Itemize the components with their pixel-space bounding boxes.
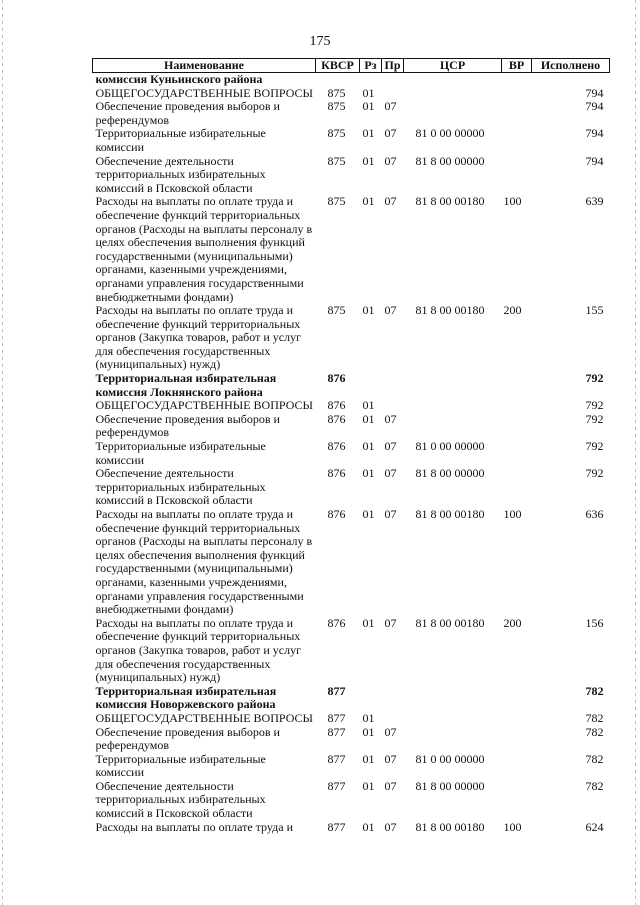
cell-rz: [360, 372, 382, 399]
table-row: [93, 155, 610, 196]
table-body: [93, 73, 610, 835]
cell-name: Расходы на выплаты по оплате труда и обеспечение функций территориальных органов (Расходы на выплаты персоналу в целях обеспечения выполнения функций государственными (муниципальными) органами, казенными учреждениями, органами управления государственными внебюджетными фондами): [95, 507, 313, 617]
cell-pr: 07: [384, 751, 397, 766]
cell-executed: 792: [585, 439, 604, 454]
cell-kvsr: 875: [327, 194, 346, 209]
cell-kvsr: 876: [327, 439, 346, 454]
cell-rz: 01: [362, 194, 375, 209]
column-header-executed: Исполнено: [532, 59, 610, 73]
cell-kvsr: 877: [327, 683, 346, 698]
cell-pr: 07: [384, 126, 397, 141]
cell-executed: 639: [585, 194, 604, 209]
cell-csr: 81 8 00 00180: [415, 507, 485, 521]
table-header-row: [93, 59, 610, 73]
cell-vr: [502, 753, 532, 780]
cell-kvsr: 876: [327, 507, 346, 521]
table-row: [93, 712, 610, 726]
cell-name: Территориальные избирательные комиссии: [95, 751, 266, 780]
cell-vr: [502, 726, 532, 753]
cell-csr: [404, 413, 502, 440]
cell-rz: 01: [362, 439, 375, 454]
cell-vr: [502, 87, 532, 101]
cell-executed: 155: [585, 303, 604, 318]
cell-csr: 81 0 00 00000: [415, 751, 485, 766]
column-header-vr: ВР: [502, 59, 532, 73]
table-row: [93, 685, 610, 712]
cell-vr: [502, 712, 532, 726]
cell-name: Расходы на выплаты по оплате труда и обеспечение функций территориальных органов (Расходы на выплаты персоналу в целях обеспечения выполнения функций государственными (муниципальными) органами, казенными учреждениями, органами управления государственными внебюджетными фондами): [95, 194, 313, 304]
cell-kvsr: 876: [327, 371, 346, 386]
cell-vr: [502, 780, 532, 821]
cell-kvsr: 875: [327, 153, 346, 168]
cell-name: ОБЩЕГОСУДАРСТВЕННЫЕ ВОПРОСЫ: [95, 710, 313, 725]
cell-kvsr: 877: [327, 778, 346, 793]
cell-rz: 01: [362, 615, 375, 630]
cell-pr: 07: [384, 507, 397, 521]
cell-csr: 81 0 00 00000: [415, 126, 485, 141]
cell-csr: [404, 726, 502, 753]
cell-name: Территориальные избирательные комиссии: [95, 439, 266, 467]
cell-vr: 200: [503, 303, 522, 318]
cell-name: Обеспечение деятельности территориальных избирательных комиссий в Псковской области: [95, 778, 266, 821]
cell-name: Обеспечение деятельности территориальных избирательных комиссий в Псковской области: [95, 466, 266, 508]
cell-csr: 81 8 00 00000: [415, 778, 485, 793]
cell-csr: [404, 73, 502, 87]
cell-csr: 81 8 00 00180: [415, 194, 485, 209]
table-row: [93, 440, 610, 467]
column-header-rz: Рз: [360, 59, 382, 73]
cell-pr: 07: [384, 194, 397, 209]
cell-rz: [360, 73, 382, 87]
cell-executed: 782: [585, 683, 604, 698]
cell-pr: 07: [384, 303, 397, 318]
cell-csr: [404, 399, 502, 413]
cell-pr: [382, 87, 404, 101]
cell-executed: 156: [585, 615, 604, 630]
cell-name: Обеспечение проведения выборов и референдумов: [95, 99, 280, 127]
cell-rz: 01: [362, 819, 375, 834]
table-row: [93, 372, 610, 399]
table-row: [93, 821, 610, 835]
cell-name: Обеспечение проведения выборов и референдумов: [95, 724, 280, 753]
cell-csr: 81 0 00 00000: [415, 439, 485, 454]
cell-pr: 07: [384, 466, 397, 481]
cell-executed: 782: [585, 778, 604, 793]
cell-pr: [382, 399, 404, 413]
cell-vr: [502, 467, 532, 508]
cell-csr: [404, 372, 502, 399]
cell-vr: [502, 685, 532, 712]
cell-vr: [502, 73, 532, 87]
cell-pr: 07: [384, 99, 397, 114]
cell-pr: 07: [384, 724, 397, 739]
cell-rz: 01: [362, 778, 375, 793]
cell-pr: [382, 372, 404, 399]
cell-name: ОБЩЕГОСУДАРСТВЕННЫЕ ВОПРОСЫ: [95, 85, 313, 100]
cell-pr: 07: [384, 615, 397, 630]
cell-csr: 81 8 00 00180: [415, 615, 485, 630]
table-row: [93, 780, 610, 821]
cell-executed: [532, 73, 610, 87]
cell-executed: 782: [585, 724, 604, 739]
cell-vr: [502, 413, 532, 440]
cell-pr: 07: [384, 819, 397, 834]
cell-executed: 794: [585, 99, 604, 114]
table-row: [93, 508, 610, 617]
cell-executed: 792: [585, 411, 604, 426]
cell-rz: 01: [362, 85, 375, 100]
cell-kvsr: 876: [327, 411, 346, 426]
cell-pr: 07: [384, 778, 397, 793]
cell-executed: 794: [585, 85, 604, 100]
cell-rz: 01: [362, 411, 375, 426]
cell-name: Обеспечение деятельности территориальных избирательных комиссий в Псковской области: [95, 153, 266, 195]
cell-kvsr: 875: [327, 126, 346, 141]
column-header-name: Наименование: [93, 59, 316, 73]
cell-executed: 782: [585, 710, 604, 725]
cell-name: Территориальная избирательная комиссия Новоржевского района: [95, 683, 277, 712]
cell-pr: 07: [384, 411, 397, 426]
cell-csr: [404, 87, 502, 101]
cell-rz: 01: [362, 466, 375, 481]
cell-kvsr: 876: [327, 615, 346, 630]
column-header-pr: Пр: [382, 59, 404, 73]
cell-name: Расходы на выплаты по оплате труда и обеспечение функций территориальных органов (Закупка товаров, работ и услуг для обеспечения государственных (муниципальных) нужд): [95, 303, 301, 372]
cell-vr: [502, 399, 532, 413]
table-row: [93, 195, 610, 304]
cell-csr: 81 8 00 00180: [415, 303, 485, 318]
cell-pr: [382, 685, 404, 712]
cell-executed: 624: [585, 819, 604, 834]
cell-executed: 792: [585, 371, 604, 386]
table-row: [93, 100, 610, 127]
cell-name: Территориальные избирательные комиссии: [95, 126, 266, 154]
cell-pr: 07: [384, 153, 397, 168]
cell-rz: 01: [362, 398, 375, 413]
cell-rz: 01: [362, 153, 375, 168]
cell-name: комиссия Куньинского района: [95, 72, 263, 86]
table-row: [93, 726, 610, 753]
cell-vr: [502, 440, 532, 467]
cell-rz: 01: [362, 710, 375, 725]
column-header-csr: ЦСР: [404, 59, 502, 73]
cell-kvsr: [316, 73, 360, 87]
cell-kvsr: 875: [327, 303, 346, 318]
cell-vr: [502, 127, 532, 154]
table-row: [93, 753, 610, 780]
cell-name: Расходы на выплаты по оплате труда и обеспечение функций территориальных органов (Закупка товаров, работ и услуг для обеспечения государственных (муниципальных) нужд): [95, 615, 301, 685]
table-row: [93, 467, 610, 508]
cell-vr: 100: [503, 507, 522, 521]
cell-executed: 782: [585, 751, 604, 766]
cell-vr: [502, 100, 532, 127]
cell-rz: 01: [362, 507, 375, 521]
cell-csr: 81 8 00 00000: [415, 153, 485, 168]
column-header-kvsr: КВСР: [316, 59, 360, 73]
scan-edge-right: [635, 0, 636, 905]
cell-rz: [360, 685, 382, 712]
page-number: 175: [309, 34, 331, 49]
cell-rz: 01: [362, 724, 375, 739]
cell-executed: 792: [585, 466, 604, 481]
cell-name: Обеспечение проведения выборов и референдумов: [95, 411, 280, 440]
cell-csr: 81 8 00 00180: [415, 819, 485, 834]
cell-kvsr: 877: [327, 710, 346, 725]
cell-pr: [382, 712, 404, 726]
cell-kvsr: 877: [327, 751, 346, 766]
scan-edge-left: [2, 0, 3, 905]
cell-vr: 200: [503, 615, 522, 630]
cell-rz: 01: [362, 303, 375, 318]
table-row: [93, 413, 610, 440]
cell-vr: 100: [503, 819, 522, 834]
table-row: [93, 87, 610, 101]
cell-name: Территориальная избирательная комиссия Локнянского района: [95, 371, 277, 399]
cell-name: Расходы на выплаты по оплате труда и: [95, 819, 293, 834]
cell-executed: 794: [585, 126, 604, 141]
cell-kvsr: 876: [327, 398, 346, 413]
cell-csr: [404, 712, 502, 726]
table-row: [93, 399, 610, 413]
cell-kvsr: 877: [327, 819, 346, 834]
cell-pr: [382, 73, 404, 87]
cell-executed: 794: [585, 153, 604, 168]
cell-kvsr: 875: [327, 99, 346, 114]
cell-name: ОБЩЕГОСУДАРСТВЕННЫЕ ВОПРОСЫ: [95, 398, 313, 413]
cell-csr: [404, 685, 502, 712]
cell-rz: 01: [362, 126, 375, 141]
budget-execution-table: [92, 58, 610, 834]
cell-kvsr: 877: [327, 724, 346, 739]
cell-rz: 01: [362, 99, 375, 114]
cell-csr: 81 8 00 00000: [415, 466, 485, 481]
cell-vr: 100: [503, 194, 522, 209]
cell-vr: [502, 372, 532, 399]
cell-executed: 792: [585, 398, 604, 413]
cell-vr: [502, 155, 532, 196]
table-row: [93, 127, 610, 154]
table-row: [93, 304, 610, 372]
cell-kvsr: 875: [327, 85, 346, 100]
cell-kvsr: 876: [327, 466, 346, 481]
table-row: [93, 73, 610, 87]
cell-executed: 636: [585, 507, 604, 521]
cell-pr: 07: [384, 439, 397, 454]
cell-csr: [404, 100, 502, 127]
table-row: [93, 617, 610, 685]
cell-rz: 01: [362, 751, 375, 766]
